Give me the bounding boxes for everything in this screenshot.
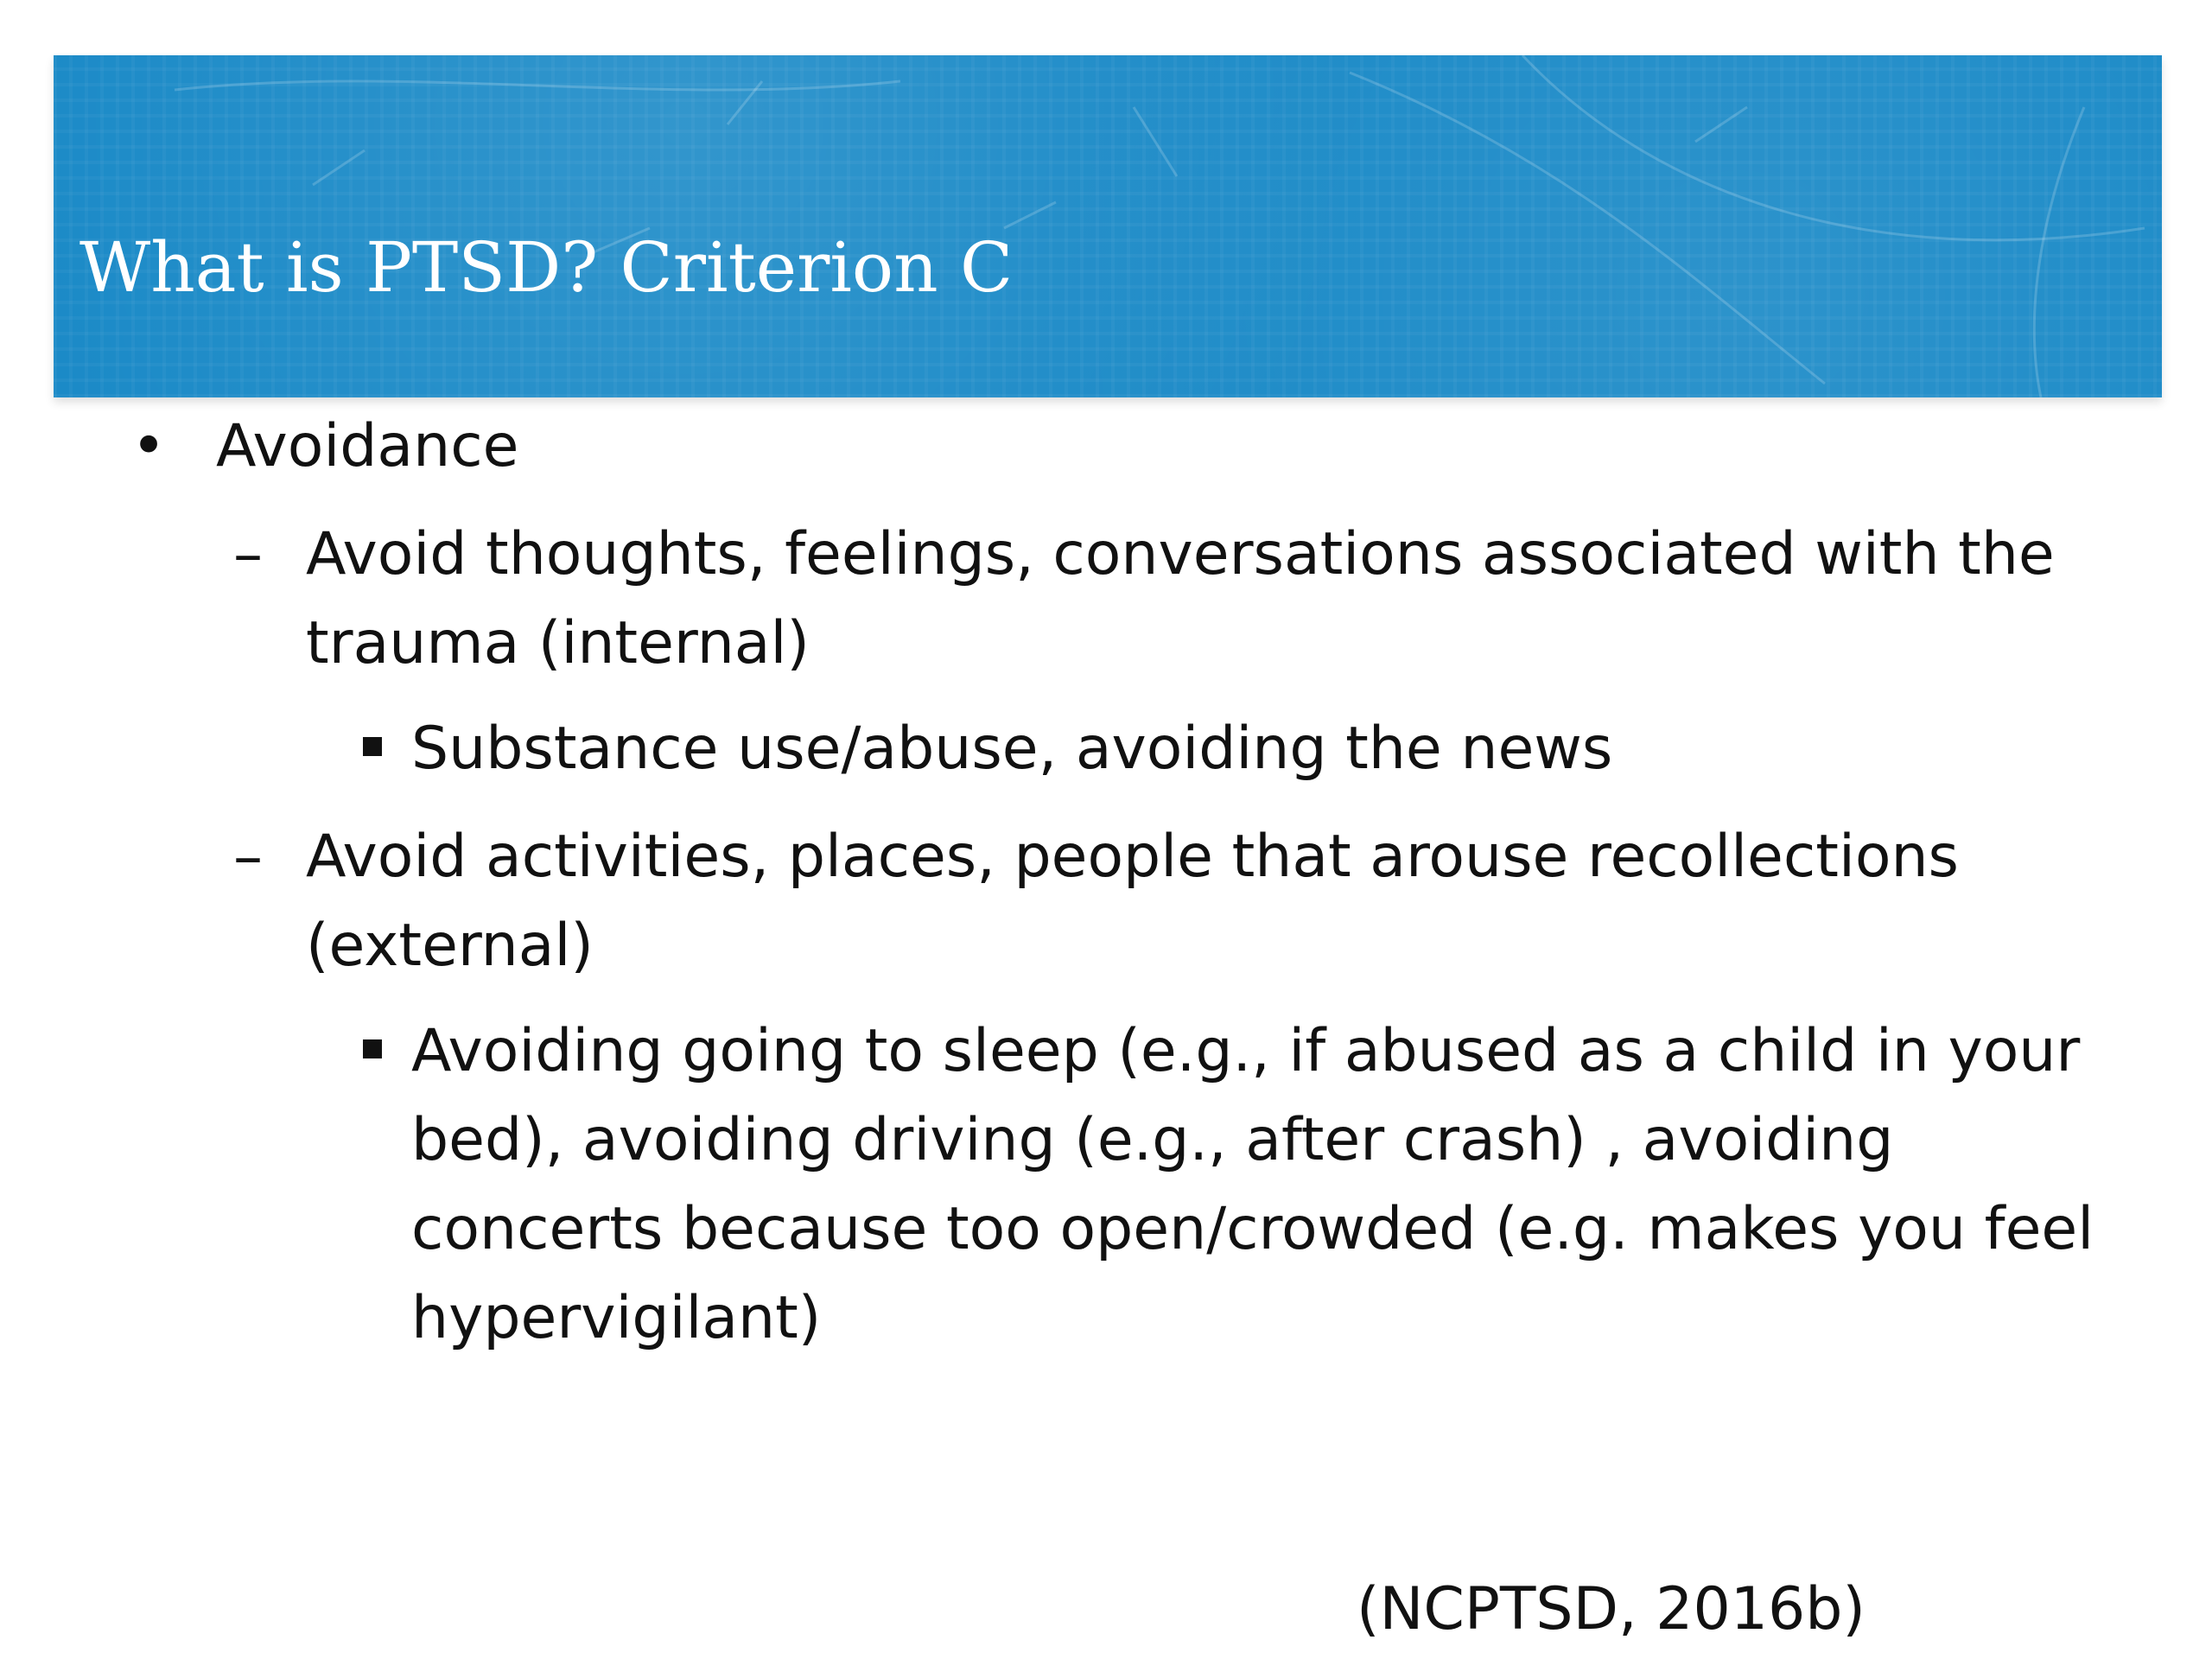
example-external-line-1: Avoiding going to sleep (e.g., if abused as a child in your — [411, 1017, 2081, 1085]
example-internal-line-1: Substance use/abuse, avoiding the news — [411, 715, 1613, 783]
example-external-line-4: hypervigilant) — [411, 1284, 822, 1352]
sub-item-internal-line-1: Avoid thoughts, feelings, conversations associated with the — [306, 520, 2055, 588]
slide-title: What is PTSD? Criterion C — [79, 227, 1014, 308]
dash-marker: – — [233, 823, 263, 891]
square-bullet-icon — [363, 737, 382, 756]
dash-marker: – — [233, 520, 263, 588]
bullet-marker: • — [131, 412, 167, 480]
citation: (NCPTSD, 2016b) — [1357, 1575, 1866, 1643]
square-bullet-icon — [363, 1039, 382, 1058]
bullet-avoidance: Avoidance — [216, 412, 519, 480]
example-external-line-2: bed), avoiding driving (e.g., after crash) , avoiding — [411, 1106, 1894, 1174]
sub-item-internal-line-2: trauma (internal) — [306, 609, 810, 677]
example-external-line-3: concerts because too open/crowded (e.g. makes you feel — [411, 1195, 2094, 1263]
sub-item-external-line-2: (external) — [306, 912, 594, 980]
sub-item-external-line-1: Avoid activities, places, people that arouse recollections — [306, 823, 1959, 891]
